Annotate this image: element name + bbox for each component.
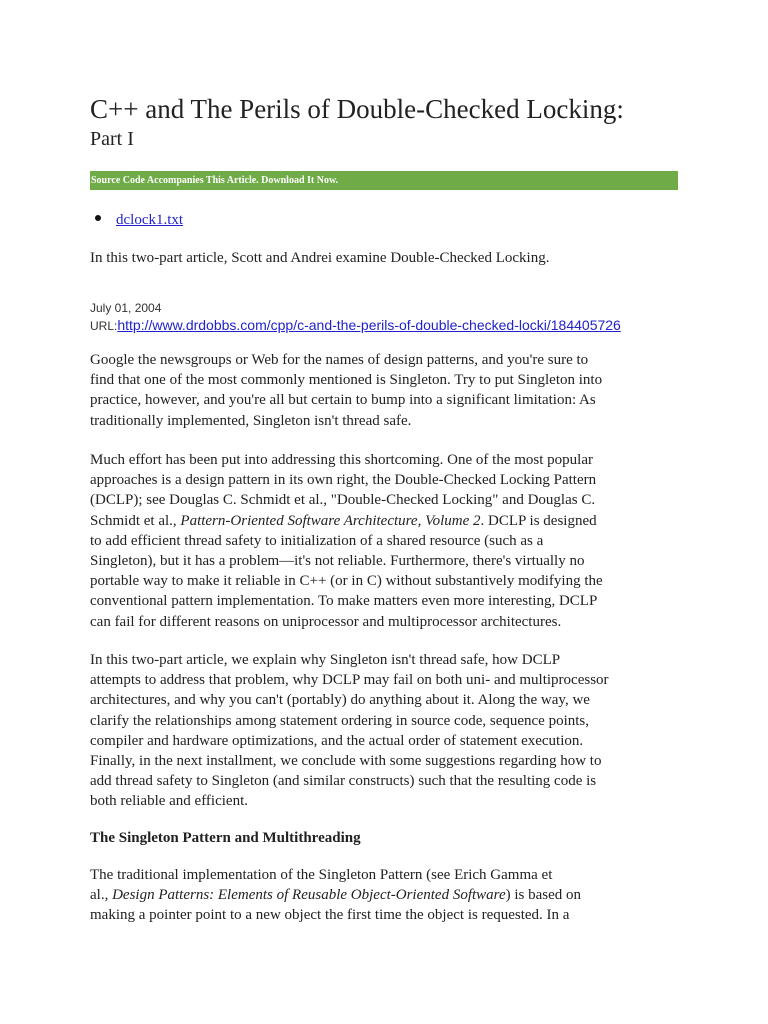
url-label: URL: — [90, 319, 118, 333]
paragraph-line: add thread safety to Singleton (and similar constructs) such that the resulting code is — [90, 773, 597, 790]
paragraph-line: portable way to make it reliable in C++ (or in C) without substantively modifying the — [90, 573, 603, 590]
paragraph-line: In this two-part article, we explain why Singleton isn't thread safe, how DCLP — [90, 652, 561, 668]
article-url-line — [90, 317, 621, 335]
paragraph-line — [90, 511, 680, 531]
text-segment: Schmidt et al., — [90, 512, 181, 529]
paragraph-line: architectures, and why you can't (portably) do anything about it. Along the way, we — [90, 692, 590, 709]
paragraph-line — [90, 885, 680, 905]
paragraph-3 — [90, 650, 680, 812]
article-url-link[interactable]: http://www.drdobbs.com/cpp/c-and-the-perils-of-double-checked-locki/184405726 — [117, 317, 621, 333]
attachment-link-dclock1[interactable]: dclock1.txt — [116, 212, 184, 228]
text-segment: ) is based on — [505, 887, 582, 904]
article-intro: In this two-part article, Scott and Andrei examine Double-Checked Locking. — [90, 250, 550, 266]
paragraph-line: clarify the relationships among statement ordering in source code, sequence points, — [90, 712, 590, 729]
article-date: July 01, 2004 — [90, 301, 162, 315]
paragraph-line: attempts to address that problem, why DCLP may fail on both uni- and multiprocessor — [90, 672, 609, 689]
paragraph-line: Singleton), but it has a problem—it's not reliable. Furthermore, there's virtually no — [90, 553, 585, 570]
paragraph-4 — [90, 865, 680, 926]
banner-text: Source Code Accompanies This Article. Download It Now. — [91, 175, 339, 186]
paragraph-line: The traditional implementation of the Singleton Pattern (see Erich Gamma et — [90, 867, 553, 883]
paragraph-line: Much effort has been put into addressing this shortcoming. One of the most popular — [90, 452, 593, 468]
source-code-banner — [90, 171, 678, 190]
paragraph-2 — [90, 450, 680, 632]
article-subtitle: Part I — [90, 128, 134, 150]
paragraph-line: traditionally implemented, Singleton isn't thread safe. — [90, 412, 412, 429]
paragraph-line: compiler and hardware optimizations, and the actual order of statement execution. — [90, 732, 584, 749]
section-heading: The Singleton Pattern and Multithreading — [90, 830, 361, 846]
paragraph-line: making a pointer point to a new object the first time the object is requested. In a — [90, 907, 570, 924]
article-meta — [90, 300, 621, 335]
paragraph-line: (DCLP); see Douglas C. Schmidt et al., "Double-Checked Locking" and Douglas C. — [90, 492, 596, 509]
attachment-list — [116, 210, 183, 230]
text-segment: al., — [90, 887, 113, 904]
paragraph-line: both reliable and efficient. — [90, 793, 248, 810]
paragraph-line: practice, however, and you're all but certain to bump into a significant limitation: As — [90, 392, 596, 409]
paragraph-line: Google the newsgroups or Web for the names of design patterns, and you're sure to — [90, 352, 589, 368]
paragraph-line: approaches is a design pattern in its own right, the Double-Checked Locking Pattern — [90, 472, 597, 489]
text-segment: . DCLP is designed — [480, 512, 597, 529]
paragraph-line: conventional pattern implementation. To make matters even more interesting, DCLP — [90, 593, 598, 610]
book-title-emphasis: Pattern-Oriented Software Architecture, Volume 2 — [180, 512, 481, 529]
paragraph-line: to add efficient thread safety to initialization of a shared resource (such as a — [90, 532, 544, 549]
paragraph-line: find that one of the most commonly mentioned is Singleton. Try to put Singleton into — [90, 372, 603, 389]
paragraph-line: can fail for different reasons on uniprocessor and multiprocessor architectures. — [90, 613, 562, 630]
paragraph-1 — [90, 350, 680, 431]
bullet-icon — [95, 215, 101, 221]
book-title-emphasis: Design Patterns: Elements of Reusable Object-Oriented Software — [112, 887, 506, 904]
paragraph-line: Finally, in the next installment, we conclude with some suggestions regarding how to — [90, 753, 602, 770]
article-title: C++ and The Perils of Double-Checked Locking: — [90, 94, 624, 124]
